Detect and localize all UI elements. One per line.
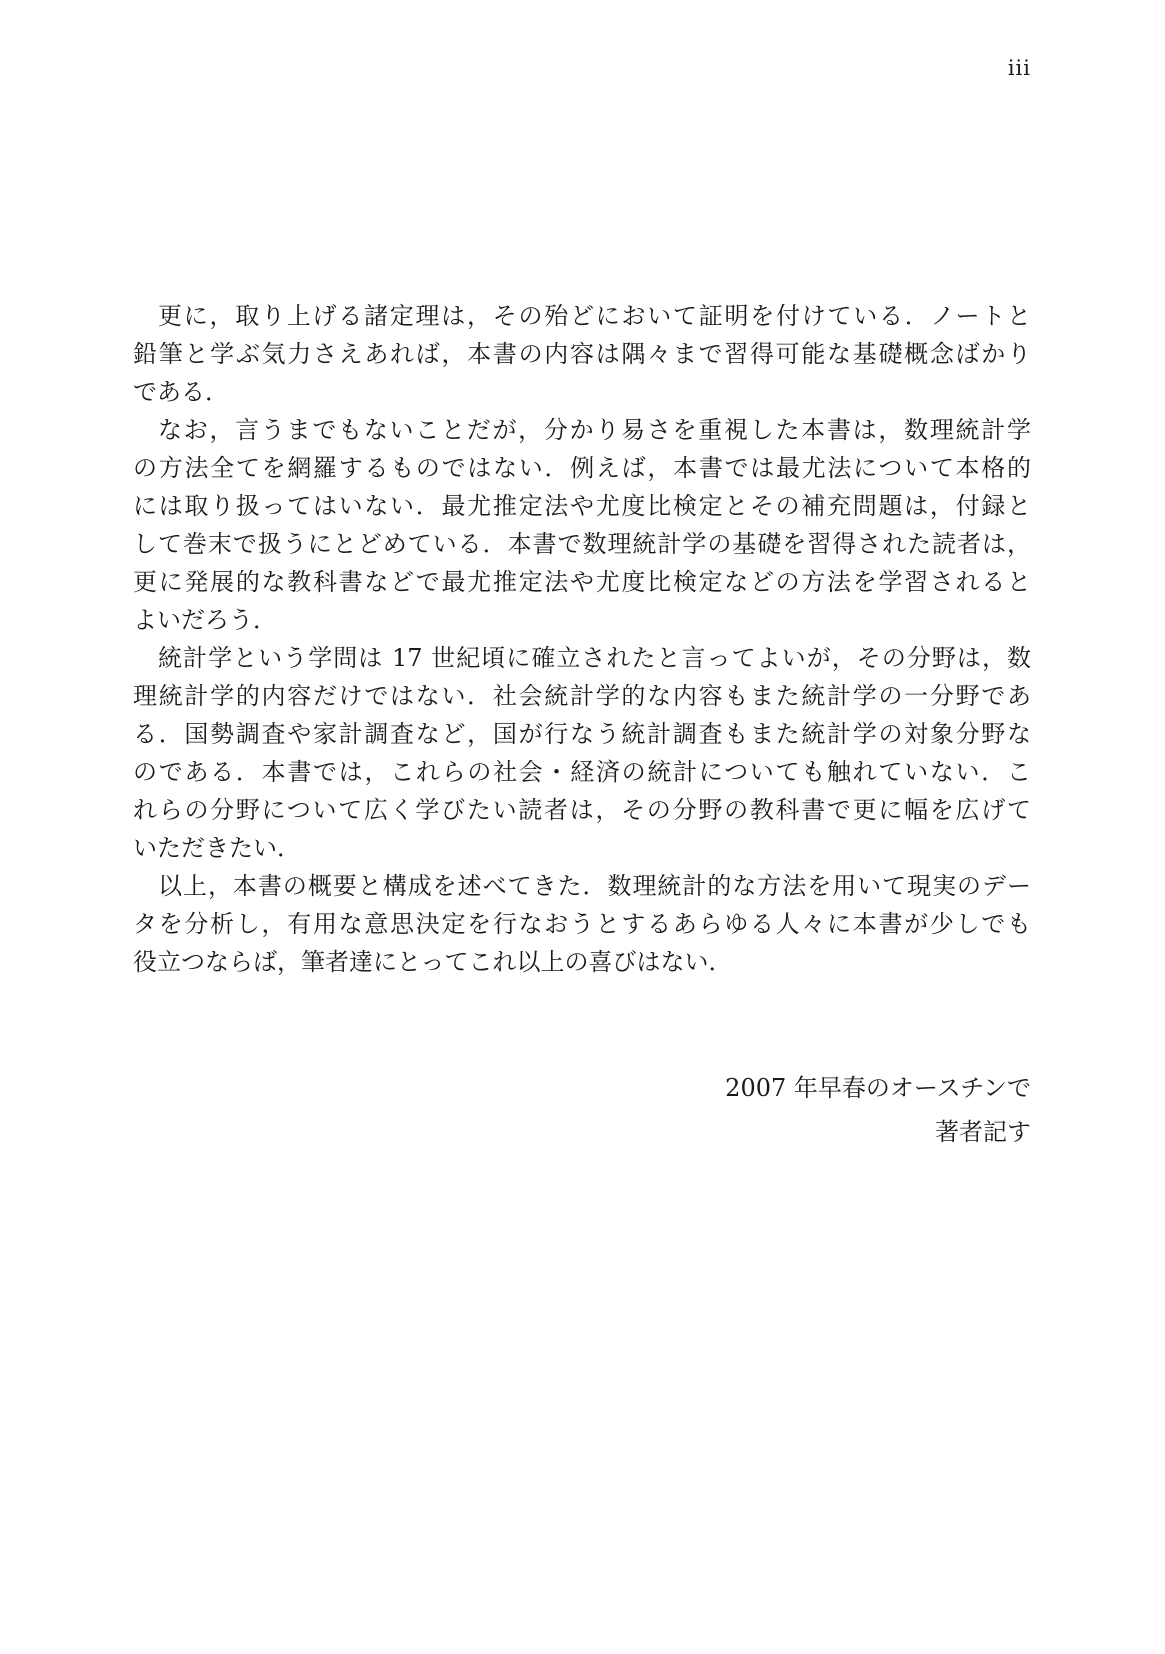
text-line: の方法全てを網羅するものではない．例えば，本書では最尤法について本格的 — [133, 454, 1031, 482]
text-line: 理統計学的内容だけではない．社会統計学的な内容もまた統計学の一分野であ — [133, 682, 1031, 710]
text-line: 統計学という学問は 17 世紀頃に確立されたと言ってよいが，その分野は，数 — [158, 644, 1031, 672]
paragraph-1 — [133, 297, 1031, 411]
signature-author: 著者記す — [935, 1118, 1031, 1146]
signature — [725, 1066, 1031, 1154]
text-line: には取り扱ってはいない．最尤推定法や尤度比検定とその補充問題は，付録と — [133, 492, 1031, 520]
text-line: いただきたい． — [133, 834, 301, 862]
body-text — [133, 297, 1031, 981]
text-line: のである．本書では，これらの社会・経済の統計についても触れていない．こ — [133, 758, 1031, 786]
text-line: る．国勢調査や家計調査など，国が行なう統計調査もまた統計学の対象分野な — [133, 720, 1031, 748]
text-line: 鉛筆と学ぶ気力さえあれば，本書の内容は隅々まで習得可能な基礎概念ばかり — [133, 340, 1031, 368]
text-line: なお，言うまでもないことだが，分かり易さを重視した本書は，数理統計学 — [158, 416, 1031, 444]
page-number: iii — [1007, 56, 1031, 80]
text-line: 役立つならば，筆者達にとってこれ以上の喜びはない． — [133, 948, 733, 976]
text-line: である． — [133, 378, 229, 406]
text-line: れらの分野について広く学びたい読者は，その分野の教科書で更に幅を広げて — [133, 796, 1031, 824]
text-line: 更に発展的な教科書などで最尤推定法や尤度比検定などの方法を学習されると — [133, 568, 1031, 596]
text-line: して巻末で扱うにとどめている．本書で数理統計学の基礎を習得された読者は， — [133, 530, 1031, 558]
signature-place-date: 2007 年早春のオースチンで — [725, 1074, 1031, 1102]
text-line: 更に，取り上げる諸定理は，その殆どにおいて証明を付けている．ノートと — [158, 302, 1031, 330]
text-line: タを分析し，有用な意思決定を行なおうとするあらゆる人々に本書が少しでも — [133, 910, 1031, 938]
text-line: よいだろう． — [133, 606, 277, 634]
text-line: 以上，本書の概要と構成を述べてきた．数理統計的な方法を用いて現実のデー — [158, 872, 1031, 900]
paragraph-2 — [133, 411, 1031, 639]
paragraph-4 — [133, 867, 1031, 981]
paragraph-3 — [133, 639, 1031, 867]
